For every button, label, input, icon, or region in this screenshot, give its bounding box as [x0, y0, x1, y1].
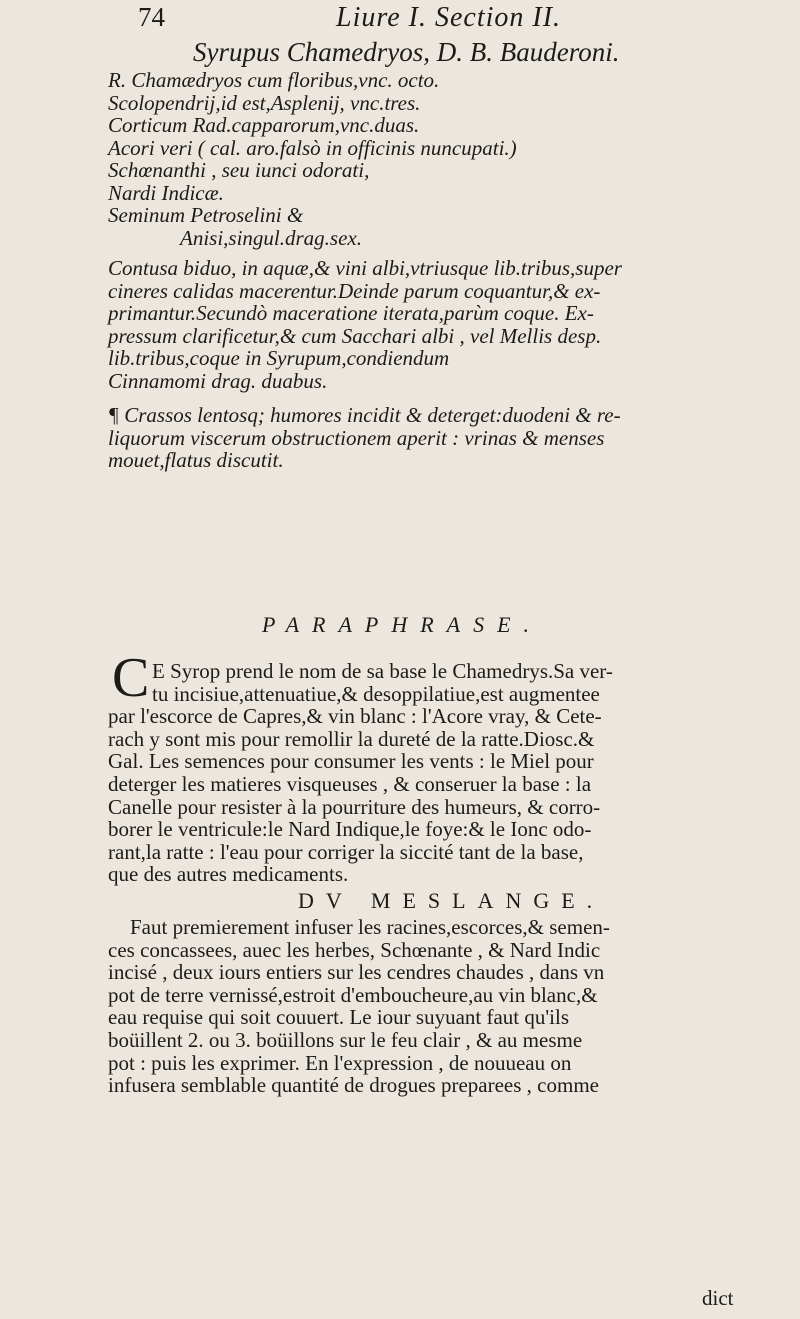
- virtue-line: mouet,flatus discutit.: [108, 448, 284, 472]
- meslange-heading: DV MESLANGE.: [298, 887, 605, 913]
- paraphrase-line: deterger les matieres visqueuses , & conseruer la base : la: [108, 771, 592, 796]
- meslange-line: ces concassees, auec les herbes, Schœnante , & Nard Indic: [108, 937, 601, 962]
- virtue-line: liquorum viscerum obstructionem aperit : vrinas & menses: [108, 425, 605, 450]
- instruction-line: pressum clarificetur,& cum Sacchari albi , vel Mellis desp.: [108, 323, 602, 348]
- paraphrase-line: borer le ventricule:le Nard Indique,le foye:& le Ionc odo-: [108, 817, 592, 842]
- ingredient-line: Nardi Indicæ.: [108, 180, 224, 205]
- paraphrase-line: Canelle pour resister à la pourriture des humeurs, & corro-: [108, 794, 601, 819]
- running-head: Liure I. Section II.: [336, 2, 562, 33]
- ingredient-line: Schœnanthi , seu iunci odorati,: [108, 158, 370, 182]
- paraphrase-line: par l'escorce de Capres,& vin blanc : l'Acore vray, & Cete-: [108, 704, 602, 729]
- instruction-line: lib.tribus,coque in Syrupum,condiendum: [108, 346, 450, 370]
- instruction-line: primantur.Secundò maceratione iterata,parùm coque. Ex-: [108, 301, 594, 325]
- seed-line: Anisi,singul.drag.sex.: [180, 225, 362, 250]
- ingredient-line: Corticum Rad.capparorum,vnc.duas.: [108, 113, 420, 137]
- paraphrase-line: E Syrop prend le nom de sa base le Chamedrys.Sa ver-: [152, 659, 613, 683]
- paraphrase-line: Gal. Les semences pour consumer les vents : le Miel pour: [108, 749, 594, 774]
- virtue-line: ¶ Crassos lentosq; humores incidit & deterget:duodeni & re-: [108, 403, 621, 427]
- meslange-line: incisé , deux iours entiers sur les cendres chaudes , dans vn: [108, 960, 605, 985]
- meslange-line: pot : puis les exprimer. En l'expression , de nouueau on: [108, 1050, 572, 1075]
- paraphrase-line: que des autres medicaments.: [108, 862, 349, 887]
- meslange-line: eau requise qui soit couuert. Le iour suyuant faut qu'ils: [108, 1005, 570, 1030]
- paraphrase-body: [108, 660, 798, 1097]
- seed-line: Seminum Petroselini &: [108, 203, 304, 227]
- ingredient-line: Acori veri ( cal. aro.falsò in officinis nuncupati.): [108, 135, 517, 160]
- page-number: 74: [138, 2, 165, 32]
- instruction-line: Cinnamomi drag. duabus.: [108, 368, 328, 393]
- paraphrase-line: tu incisiue,attenuatiue,& desoppilatiue,est augmentee: [152, 681, 600, 706]
- recipe-title: Syrupus Chamedryos, D. B. Bauderoni.: [193, 37, 620, 67]
- ingredient-line: Scolopendrij,id est,Asplenij, vnc.tres.: [108, 90, 421, 115]
- recipe-instructions: [108, 257, 798, 392]
- paraphrase-heading: PARAPHRASE.: [262, 612, 543, 637]
- catchword: dict: [702, 1286, 734, 1310]
- paraphrase-line: rant,la ratte : l'eau pour corriger la siccité tant de la base,: [108, 839, 584, 864]
- meslange-line: pot de terre vernissé,estroit d'emboucheure,au vin blanc,&: [108, 982, 598, 1007]
- instruction-line: Contusa biduo, in aquæ,& vini albi,vtriusque lib.tribus,super: [108, 256, 622, 280]
- page-header: [0, 0, 800, 40]
- drop-cap: C: [112, 647, 150, 709]
- meslange-line: Faut premierement infuser les racines,escorces,& semen-: [130, 914, 610, 939]
- ingredient-line: R. Chamædryos cum floribus,vnc. octo.: [108, 68, 440, 92]
- instruction-line: cineres calidas macerentur.Deinde parum coquantur,& ex-: [108, 278, 601, 303]
- paraphrase-line: rach y sont mis pour remollir la dureté de la ratte.Diosc.&: [108, 726, 595, 751]
- recipe-block: [108, 36, 798, 472]
- recipe-virtues: [108, 404, 798, 472]
- meslange-line: boüillent 2. ou 3. boüillons sur le feu clair , & au mesme: [108, 1027, 583, 1052]
- meslange-line: infusera semblable quantité de drogues preparees , comme: [108, 1073, 599, 1098]
